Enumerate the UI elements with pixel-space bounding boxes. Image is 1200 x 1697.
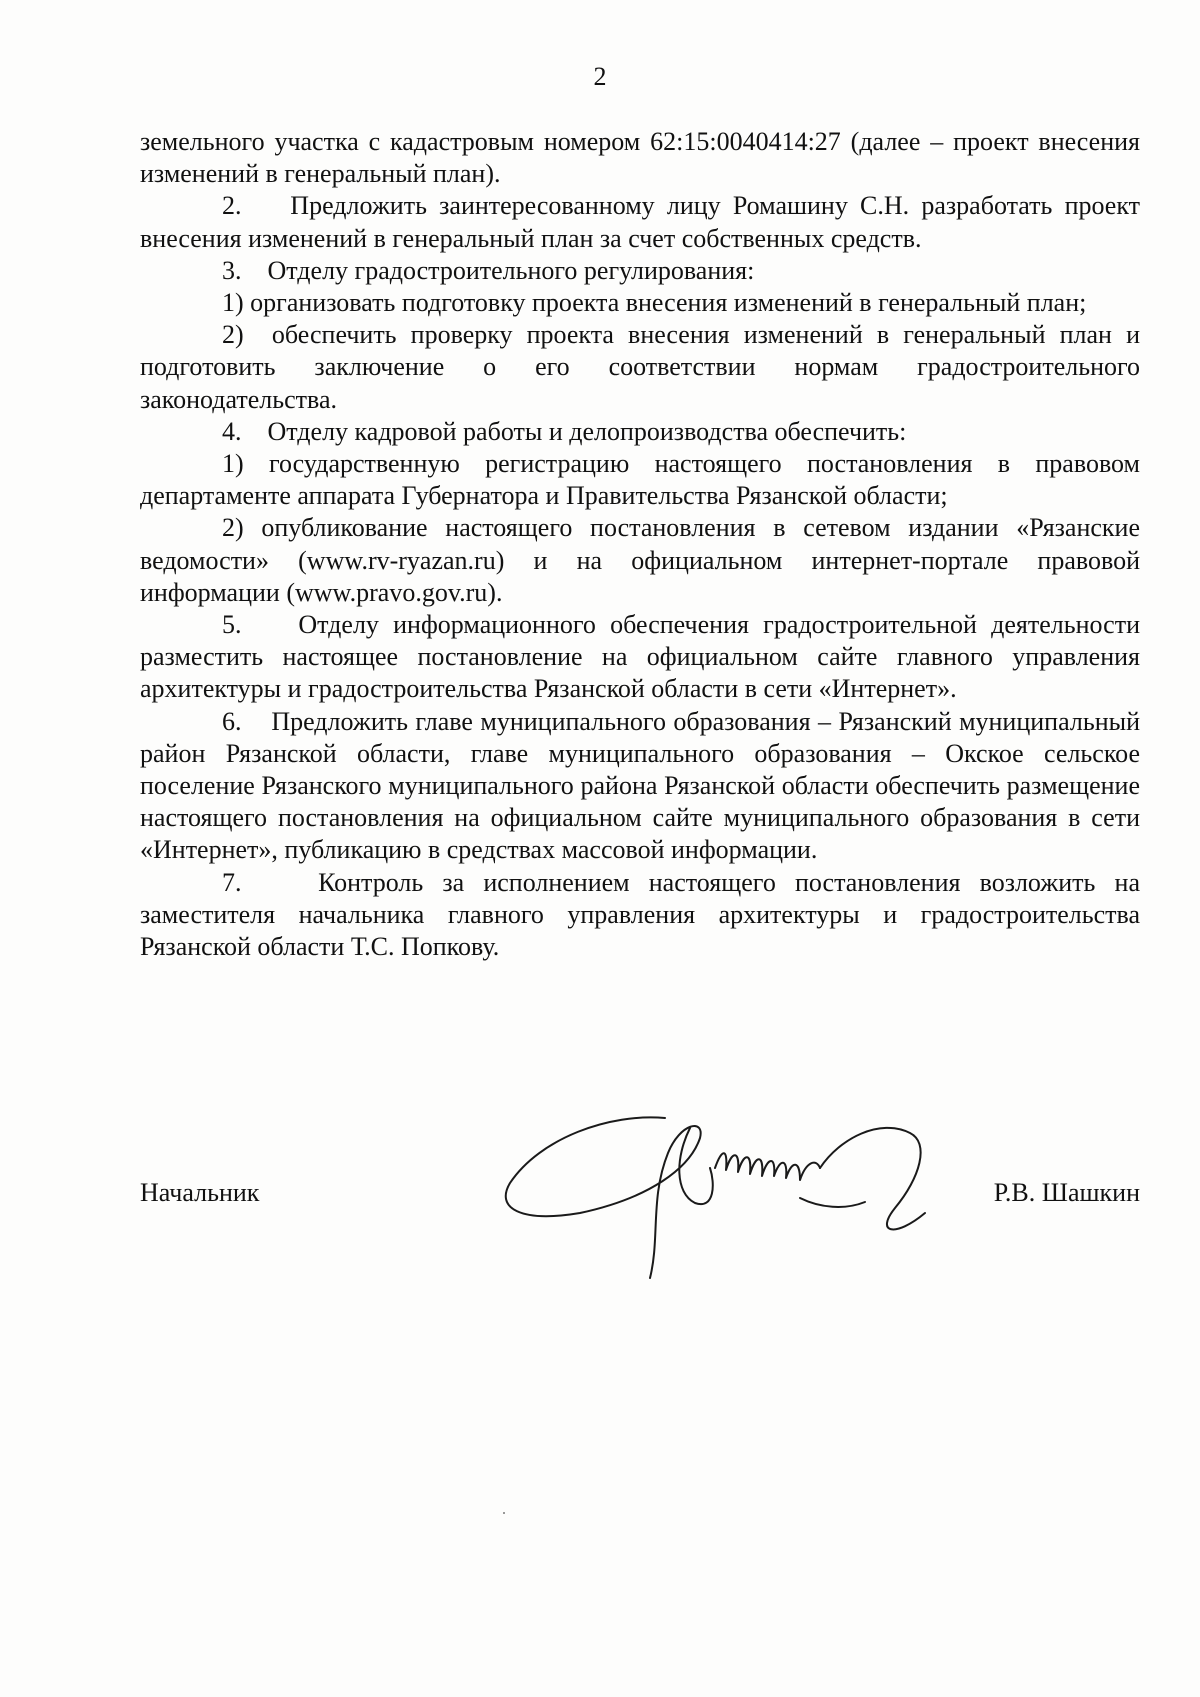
paragraph-item-7: 7. Контроль за исполнением настоящего постановления возложить на заместителя начальника главного управления архитектуры и градостроительства Рязанской области Т.С. Попкову.: [140, 867, 1140, 962]
paragraph-item-4: 4. Отделу кадровой работы и делопроизводства обеспечить:: [222, 416, 907, 446]
paragraph-item-5: 5. Отделу информационного обеспечения градостроительной деятельности разместить настоящее постановление на официальном сайте главного управления архитектуры и градостроительства Рязанской области в сети «Интернет».: [140, 610, 1140, 704]
paragraph-item-6: 6. Предложить главе муниципального образования – Рязанский муниципальный район Рязанской области, главе муниципального образования – Окское сельское поселение Рязанского муниципального района Рязанской области обеспечить размещение настоящего постановления на официальном сайте муниципального образования в сети «Интернет», публикацию в средствах массовой информации.: [140, 706, 1140, 865]
document-body: [140, 126, 1140, 963]
paragraph-subitem-4-1: 1) государственную регистрацию настоящего постановления в правовом департаменте аппарата Губернатора и Правительства Рязанской области;: [140, 449, 1140, 511]
paragraph-subitem-3-2: 2) обеспечить проверку проекта внесения изменений в генеральный план и подготовить заключение о его соответствии нормам градостроительного законодательства.: [140, 320, 1140, 414]
paragraph-continuation: земельного участка с кадастровым номером 62:15:0040414:27 (далее – проект внесения изменений в генеральный план).: [140, 127, 1140, 189]
page-number: 2: [593, 62, 607, 91]
scan-speck: [503, 1512, 505, 1514]
paragraph-subitem-4-2: 2) опубликование настоящего постановления в сетевом издании «Рязанские ведомости» (www.rv-ryazan.ru) и на официальном интернет-портале правовой информации (www.pravo.gov.ru).: [140, 513, 1140, 607]
signatory-name: Р.В. Шашкин: [993, 1178, 1140, 1207]
signatory-title: Начальник: [140, 1178, 260, 1207]
paragraph-subitem-3-1: 1) организовать подготовку проекта внесения изменений в генеральный план;: [222, 288, 1087, 318]
handwritten-signature: [500, 1098, 970, 1298]
paragraph-item-2: 2. Предложить заинтересованному лицу Ромашину С.Н. разработать проект внесения изменений в генеральный план за счет собственных средств.: [140, 191, 1140, 253]
paragraph-item-3: 3. Отделу градостроительного регулирования:: [222, 255, 755, 285]
signature-block: [140, 1160, 1140, 1300]
